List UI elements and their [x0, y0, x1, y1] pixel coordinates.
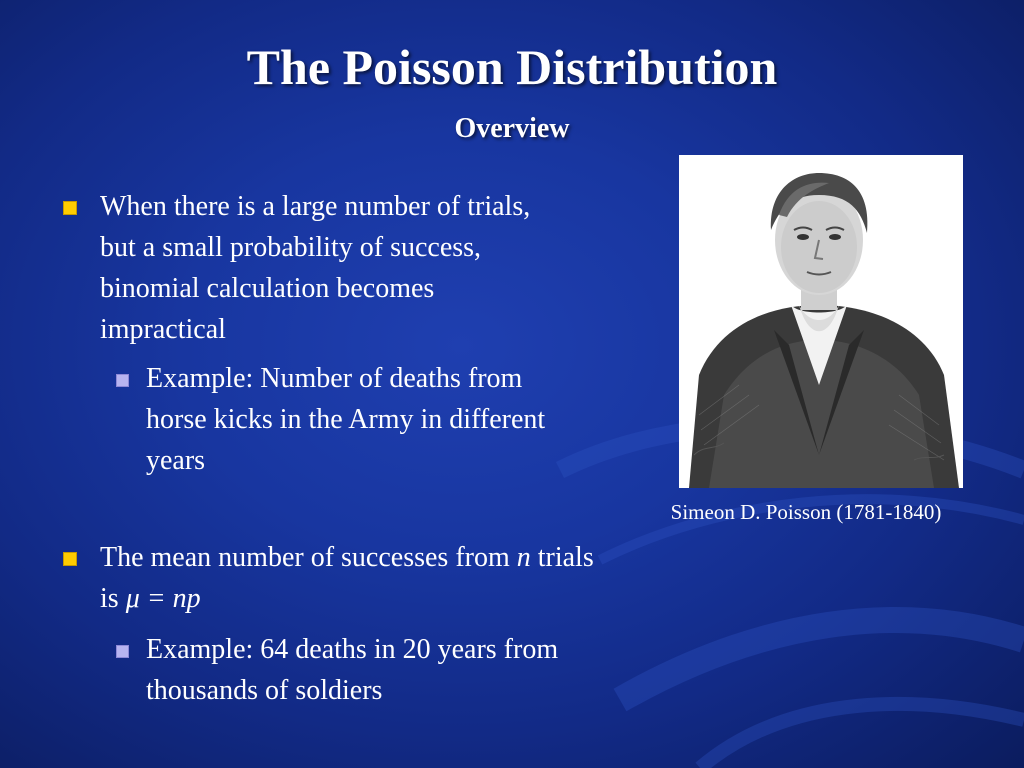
- sub-bullet-horse-kicks: [146, 358, 586, 481]
- bullet-text-part1: The mean number of successes from: [100, 542, 517, 573]
- bullet-mean-successes: [100, 537, 610, 619]
- formula-equals: =: [139, 583, 173, 614]
- formula-np: np: [172, 583, 201, 614]
- sub-bullet-square-icon: [116, 645, 129, 658]
- slide-title: The Poisson Distribution: [246, 39, 778, 95]
- sub-bullet-text: Example: 64 deaths in 20 years from thousands of soldiers: [146, 634, 559, 706]
- sub-bullet-64-deaths: [146, 629, 586, 711]
- sub-bullet-square-icon: [116, 374, 129, 387]
- formula-mu: μ: [125, 583, 140, 614]
- slide-subtitle: Overview: [454, 113, 570, 144]
- bullet-large-trials: [100, 186, 560, 350]
- poisson-portrait: [679, 155, 963, 488]
- sub-bullet-text: Example: Number of deaths from horse kicks in the Army in different years: [146, 363, 546, 476]
- portrait-engraving-icon: [679, 155, 963, 488]
- bullet-square-icon: [63, 552, 77, 566]
- bullet-text-part2: trials is: [100, 542, 594, 614]
- variable-n: n: [516, 542, 531, 573]
- bullet-square-icon: [63, 201, 77, 215]
- bullet-text: When there is a large number of trials, but a small probability of success, binomial calculation becomes impractical: [100, 191, 531, 345]
- portrait-caption: Simeon D. Poisson (1781-1840): [670, 500, 942, 524]
